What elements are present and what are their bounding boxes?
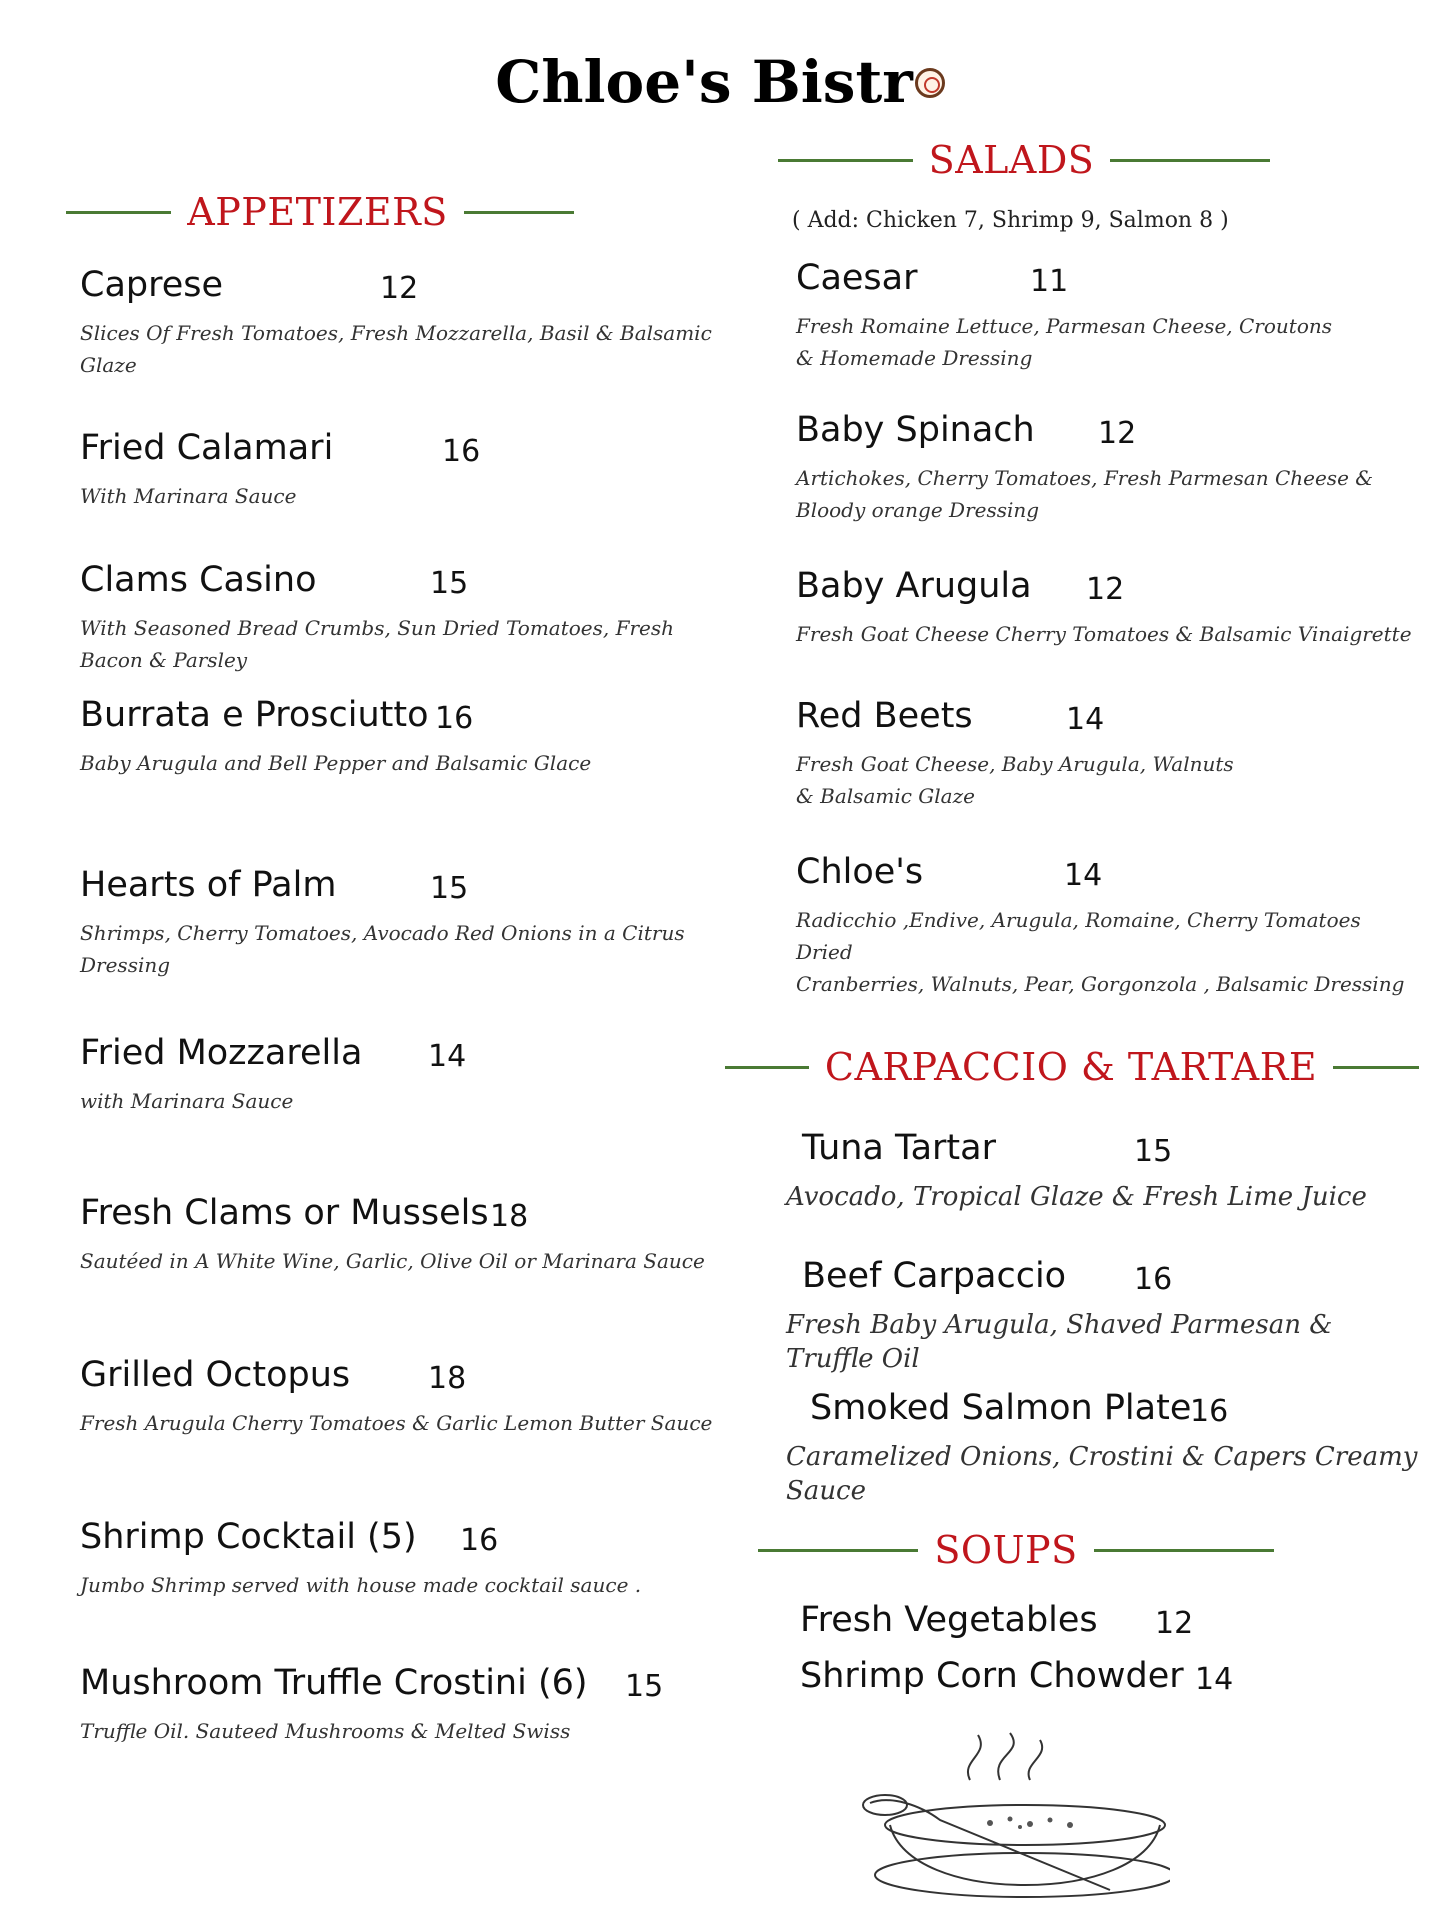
item-description: Truffle Oil. Sauteed Mushrooms & Melted Swiss	[80, 1719, 571, 1743]
menu-item	[796, 258, 1416, 374]
item-price: 14	[1066, 702, 1105, 737]
menu-item	[796, 410, 1416, 526]
item-name: Mushroom Truffle Crostini (6)	[80, 1663, 588, 1703]
item-price: 15	[625, 1669, 664, 1704]
menu-item	[800, 1656, 1400, 1696]
menu-item	[80, 1663, 720, 1747]
heading-rule-right	[1333, 1066, 1419, 1069]
appetizers-heading	[60, 190, 580, 234]
item-name: Burrata e Prosciutto	[80, 695, 429, 735]
item-price: 16	[1190, 1394, 1229, 1429]
item-description: with Marinara Sauce	[80, 1089, 294, 1113]
item-description: Fresh Arugula Cherry Tomatoes & Garlic Lemon Butter Sauce	[80, 1411, 713, 1435]
salads-heading-label: SALADS	[928, 138, 1095, 182]
item-name: Hearts of Palm	[80, 865, 337, 905]
item-name: Baby Arugula	[796, 566, 1032, 606]
item-name: Fried Mozzarella	[80, 1033, 363, 1073]
menu-item	[80, 1193, 720, 1277]
item-description: Jumbo Shrimp served with house made cocktail sauce .	[80, 1573, 642, 1597]
item-name: Shrimp Cocktail (5)	[80, 1517, 417, 1557]
item-price: 14	[1195, 1662, 1234, 1697]
item-price: 15	[430, 566, 469, 601]
item-price: 14	[1064, 858, 1103, 893]
restaurant-title	[0, 48, 1440, 116]
carpaccio-heading-label: CARPACCIO & TARTARE	[824, 1045, 1318, 1089]
item-name: Fresh Clams or Mussels	[80, 1193, 489, 1233]
item-description: Fresh Goat Cheese, Baby Arugula, Walnuts & Balsamic Glaze	[796, 752, 1234, 808]
item-name: Caprese	[80, 265, 224, 305]
item-name: Baby Spinach	[796, 410, 1035, 450]
soups-heading-label: SOUPS	[934, 1528, 1078, 1572]
item-price: 12	[1086, 572, 1125, 607]
heading-rule-left	[66, 211, 171, 214]
item-price: 16	[460, 1523, 499, 1558]
menu-item	[80, 560, 720, 676]
item-description: Caramelized Onions, Crostini & Capers Creamy Sauce	[786, 1442, 1418, 1506]
item-price: 18	[428, 1361, 467, 1396]
menu-item	[796, 852, 1416, 1000]
heading-rule-left	[725, 1066, 809, 1069]
menu-item	[796, 566, 1416, 650]
menu-item	[80, 865, 720, 981]
menu-item	[80, 1517, 720, 1601]
heading-rule-right	[1094, 1549, 1274, 1552]
item-description: Artichokes, Cherry Tomatoes, Fresh Parmesan Cheese & Bloody orange Dressing	[796, 466, 1374, 522]
item-description: Baby Arugula and Bell Pepper and Balsamic Glace	[80, 751, 592, 775]
heading-rule-left	[778, 159, 913, 162]
item-price: 11	[1030, 264, 1069, 299]
item-description: Fresh Baby Arugula, Shaved Parmesan & Truffle Oil	[786, 1310, 1333, 1374]
item-price: 16	[435, 701, 474, 736]
item-name: Shrimp Corn Chowder	[800, 1656, 1184, 1696]
item-price: 12	[1155, 1606, 1194, 1641]
item-name: Fried Calamari	[80, 428, 334, 468]
item-description: Fresh Romaine Lettuce, Parmesan Cheese, Croutons & Homemade Dressing	[796, 314, 1333, 370]
item-description: Shrimps, Cherry Tomatoes, Avocado Red Onions in a Citrus Dressing	[80, 921, 685, 977]
soup-bowl-icon	[850, 1725, 1170, 1905]
item-price: 12	[1098, 416, 1137, 451]
item-price: 16	[1134, 1262, 1173, 1297]
salad-add-ons-note: ( Add: Chicken 7, Shrimp 9, Salmon 8 )	[792, 208, 1229, 233]
item-name: Fresh Vegetables	[800, 1600, 1098, 1640]
menu-item	[80, 1033, 720, 1117]
item-name: Grilled Octopus	[80, 1355, 351, 1395]
item-name: Chloe's	[796, 852, 924, 892]
item-description: Sautéed in A White Wine, Garlic, Olive Oil or Marinara Sauce	[80, 1249, 705, 1273]
carpaccio-heading	[704, 1045, 1440, 1089]
item-name: Clams Casino	[80, 560, 317, 600]
item-price: 14	[428, 1039, 467, 1074]
item-name: Caesar	[796, 258, 918, 298]
appetizers-heading-label: APPETIZERS	[187, 190, 448, 234]
item-price: 16	[442, 434, 481, 469]
item-price: 15	[1134, 1134, 1173, 1169]
item-description: With Seasoned Bread Crumbs, Sun Dried Tomatoes, Fresh Bacon & Parsley	[80, 616, 675, 672]
bowl-logo-icon	[915, 68, 945, 98]
soups-heading	[754, 1528, 1278, 1572]
salads-heading	[768, 138, 1280, 182]
item-price: 18	[490, 1199, 529, 1234]
item-description: Avocado, Tropical Glaze & Fresh Lime Juice	[786, 1182, 1367, 1212]
item-name: Beef Carpaccio	[802, 1256, 1067, 1296]
item-description: Slices Of Fresh Tomatoes, Fresh Mozzarella, Basil & Balsamic Glaze	[80, 321, 712, 377]
restaurant-title-text: Chloe's Bistr	[495, 48, 913, 116]
menu-item	[786, 1256, 1426, 1376]
heading-rule-right	[464, 211, 574, 214]
menu-item	[80, 1355, 720, 1439]
item-price: 12	[380, 271, 419, 306]
menu-item	[800, 1600, 1400, 1640]
item-name: Red Beets	[796, 696, 973, 736]
item-name: Smoked Salmon Plate	[810, 1388, 1192, 1428]
item-price: 15	[430, 871, 469, 906]
menu-item	[80, 428, 720, 512]
menu-item	[80, 695, 720, 779]
item-description: Radicchio ,Endive, Arugula, Romaine, Cherry Tomatoes Dried Cranberries, Walnuts, Pear, Gorgonzola , Balsamic Dressing	[796, 908, 1405, 996]
heading-rule-left	[758, 1549, 918, 1552]
item-description: With Marinara Sauce	[80, 484, 297, 508]
item-description: Fresh Goat Cheese Cherry Tomatoes & Balsamic Vinaigrette	[796, 622, 1412, 646]
menu-item	[786, 1128, 1426, 1214]
item-name: Tuna Tartar	[802, 1128, 996, 1168]
menu-item	[786, 1388, 1426, 1508]
heading-rule-right	[1110, 159, 1270, 162]
menu-item	[796, 696, 1416, 812]
menu-item	[80, 265, 720, 381]
